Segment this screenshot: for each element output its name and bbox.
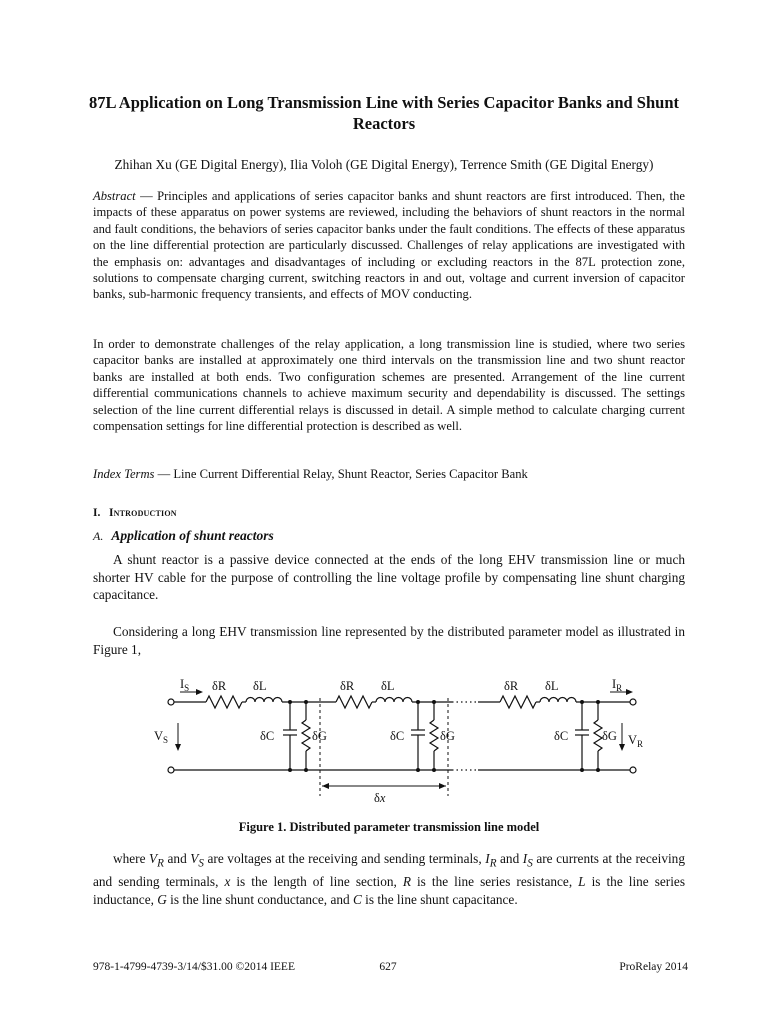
body-paragraph-1: A shunt reactor is a passive device connected at the ends of the long EHV transmission line or much shorter HV cable for the purpose of controlling the line voltage profile by compensating line shunt charging capacitance.: [93, 552, 685, 602]
label-dc-3: δC: [554, 729, 569, 743]
index-terms-text: — Line Current Differential Relay, Shunt Reactor, Series Capacitor Bank: [154, 467, 528, 481]
label-dc-2: δC: [390, 729, 405, 743]
label-dg-1: δG: [312, 729, 327, 743]
section-number: I.: [93, 507, 101, 519]
index-terms-label: Index Terms: [93, 467, 155, 481]
footer-page-number: 627: [379, 961, 397, 973]
label-dg-3: δG: [602, 729, 617, 743]
figure-1-circuit-diagram: [140, 668, 660, 808]
abstract-paragraph-2: In order to demonstrate challenges of the relay application, a long transmission line is studied, where two series capacitor banks are installed at approximately one third intervals on the transmission line and two shunt reactor banks are installed at both ends. Two configuration schemes are presented. Arrangement of the line current differential communications channels to achieve maximum security and dependability is discussed. The settings selection of the line current differential relays is discussed in detail. A simple method to calculate charging current compensation settings for line differential protection is described as well.: [93, 337, 685, 434]
label-dl-2: δL: [381, 679, 395, 693]
abstract-label: Abstract: [93, 189, 136, 203]
author-list: Zhihan Xu (GE Digital Energy), Ilia Voloh (GE Digital Energy), Terrence Smith (GE Digital Energy): [114, 157, 654, 172]
label-vs: $V_S$: [154, 729, 169, 745]
label-dc-1: δC: [260, 729, 275, 743]
footer-isbn: 978-1-4799-4739-3/14/$31.00 ©2014 IEEE: [93, 961, 295, 973]
section-heading: [93, 507, 177, 519]
label-vr: $V_R$: [628, 733, 644, 749]
paper-title: 87L Application on Long Transmission Line with Series Capacitor Banks and Shunt Reactors: [88, 93, 680, 133]
subsection-title: Application of shunt reactors: [111, 528, 274, 543]
body-paragraph-3: where $V_R$ and $V_S$ are voltages at the receiving and sending terminals, $I_R$ and $I_S$ are currents at the receiving and sending terminals, x is the length of line section, R is the line series resistance, L is the line series inductance, G is the line shunt conductance, and C is the line shunt capacitance.: [93, 851, 685, 907]
label-dx: δx: [374, 791, 386, 805]
label-dr-1: δR: [212, 679, 227, 693]
label-ir: $I_R$: [612, 677, 623, 693]
abstract: [93, 188, 685, 303]
label-dr-2: δR: [340, 679, 355, 693]
figure-1-caption: Figure 1. Distributed parameter transmission line model: [238, 820, 540, 834]
label-dl-3: δL: [545, 679, 559, 693]
label-dl-1: δL: [253, 679, 267, 693]
footer-conference: ProRelay 2014: [619, 961, 688, 973]
section-title: Introduction: [108, 507, 177, 519]
index-terms: [93, 466, 685, 482]
label-is: $I_S$: [180, 677, 190, 693]
body-paragraph-2: Considering a long EHV transmission line represented by the distributed parameter model as illustrated in Figure 1,: [93, 624, 685, 657]
label-dg-2: δG: [440, 729, 455, 743]
label-dr-3: δR: [504, 679, 519, 693]
subsection-heading: [93, 528, 274, 544]
subsection-letter: A.: [93, 529, 104, 543]
abstract-text: — Principles and applications of series capacitor banks and shunt reactors are first introduced. Then, the impacts of these apparatus on power systems are reviewed, including the behaviors of shunt reactors in the normal and fault conditions, the behaviors of series capacitor banks under the fault conditions. The effects of these apparatus on the line differential protection are particularly discussed. Challenges of relay applications are investigated with the emphasis on: advantages and disadvantages of including or excluding reactors in the 87L protection zone, solutions to compensate charging current, switching reactors in and out, voltage and current inversion of capacitor banks, sub-harmonic frequency transients, and effects of MOV conducting.: [93, 189, 685, 302]
